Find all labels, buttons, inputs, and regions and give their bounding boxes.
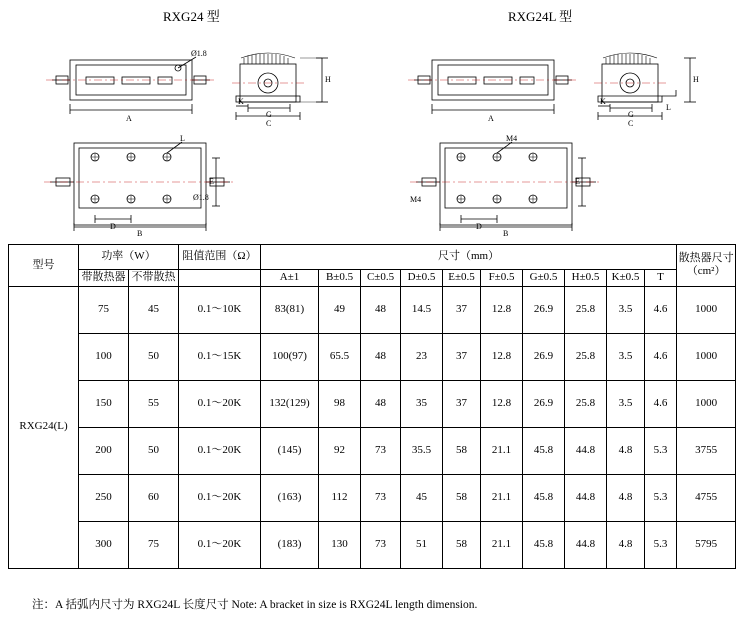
cell-dim-T: 5.3 <box>645 427 677 474</box>
cell-dim-F: 21.1 <box>481 474 523 521</box>
cell-dim-H: 44.8 <box>565 521 607 568</box>
cell-dim-G: 26.9 <box>523 380 565 427</box>
svg-text:L: L <box>180 134 185 143</box>
drawings-svg <box>0 24 743 236</box>
svg-text:A: A <box>488 114 494 123</box>
cell-resistance: 0.1～20K <box>179 380 261 427</box>
table-row <box>9 333 736 380</box>
cell-dim-B: 130 <box>319 521 361 568</box>
table-row <box>9 427 736 474</box>
cell-dim-C: 73 <box>361 474 401 521</box>
table-row <box>9 521 736 568</box>
footnote: 注：A 括弧内尺寸为 RXG24L 长度尺寸 Note: A bracket in size is RXG24L length dimension. <box>32 599 478 611</box>
cell-dim-A: 132(129) <box>261 380 319 427</box>
cell-dim-G: 45.8 <box>523 427 565 474</box>
technical-drawings <box>0 24 743 236</box>
header-row-1 <box>9 245 736 270</box>
cell-dim-K: 3.5 <box>607 380 645 427</box>
cell-heatsink: 1000 <box>677 333 736 380</box>
cell-dim-A: 100(97) <box>261 333 319 380</box>
svg-text:K: K <box>238 97 244 106</box>
header-dim-G: G±0.5 <box>523 270 565 287</box>
cell-power-without: 50 <box>129 333 179 380</box>
header-dim-C: C±0.5 <box>361 270 401 287</box>
table-row <box>9 474 736 521</box>
cell-dim-T: 5.3 <box>645 474 677 521</box>
svg-text:H: H <box>693 75 699 84</box>
svg-text:D: D <box>476 222 482 231</box>
header-dim-A: A±1 <box>261 270 319 287</box>
cell-dim-A: 83(81) <box>261 286 319 333</box>
svg-text:E: E <box>209 177 214 186</box>
cell-dim-H: 44.8 <box>565 474 607 521</box>
cell-dim-A: (163) <box>261 474 319 521</box>
header-resistance-range: 阻值范围（Ω） <box>179 245 261 270</box>
table-header <box>9 245 736 287</box>
cell-dim-T: 5.3 <box>645 521 677 568</box>
svg-text:M4: M4 <box>506 134 518 143</box>
header-dim-B: B±0.5 <box>319 270 361 287</box>
cell-heatsink: 5795 <box>677 521 736 568</box>
cell-dim-K: 4.8 <box>607 427 645 474</box>
svg-text:Ø1.8: Ø1.8 <box>191 49 207 58</box>
cell-dim-B: 65.5 <box>319 333 361 380</box>
header-heatsink-size: 散热器尺寸（cm²） <box>677 245 736 287</box>
cell-resistance: 0.1～15K <box>179 333 261 380</box>
cell-power-with: 150 <box>79 380 129 427</box>
cell-power-with: 100 <box>79 333 129 380</box>
cell-heatsink: 1000 <box>677 380 736 427</box>
svg-text:G: G <box>628 110 634 119</box>
svg-text:G: G <box>266 110 272 119</box>
cell-dim-H: 25.8 <box>565 380 607 427</box>
header-power: 功率（W） <box>79 245 179 270</box>
header-dim-F: F±0.5 <box>481 270 523 287</box>
cell-dim-B: 112 <box>319 474 361 521</box>
cell-dim-D: 14.5 <box>401 286 443 333</box>
cell-resistance: 0.1～20K <box>179 521 261 568</box>
cell-dim-G: 45.8 <box>523 521 565 568</box>
cell-dim-C: 48 <box>361 380 401 427</box>
cell-dim-E: 58 <box>443 427 481 474</box>
svg-text:H: H <box>325 75 331 84</box>
cell-dim-D: 51 <box>401 521 443 568</box>
cell-dim-F: 21.1 <box>481 427 523 474</box>
cell-power-without: 45 <box>129 286 179 333</box>
cell-resistance: 0.1～20K <box>179 474 261 521</box>
cell-power-without: 55 <box>129 380 179 427</box>
svg-text:Ø1.8: Ø1.8 <box>193 193 209 202</box>
cell-dim-D: 45 <box>401 474 443 521</box>
header-model: 型号 <box>9 245 79 287</box>
table-body <box>9 286 736 568</box>
cell-dim-D: 35 <box>401 380 443 427</box>
cell-dim-G: 26.9 <box>523 333 565 380</box>
cell-dim-G: 45.8 <box>523 474 565 521</box>
header-dim-E: E±0.5 <box>443 270 481 287</box>
svg-text:C: C <box>266 119 272 128</box>
cell-power-without: 50 <box>129 427 179 474</box>
header-dim-H: H±0.5 <box>565 270 607 287</box>
cell-dim-D: 35.5 <box>401 427 443 474</box>
cell-dim-A: (183) <box>261 521 319 568</box>
svg-text:C: C <box>628 119 634 128</box>
cell-dim-F: 21.1 <box>481 521 523 568</box>
header-dim-K: K±0.5 <box>607 270 645 287</box>
cell-dim-C: 73 <box>361 521 401 568</box>
svg-text:A: A <box>126 114 132 123</box>
cell-heatsink: 4755 <box>677 474 736 521</box>
cell-dim-E: 37 <box>443 380 481 427</box>
cell-dim-D: 23 <box>401 333 443 380</box>
cell-power-without: 60 <box>129 474 179 521</box>
cell-dim-F: 12.8 <box>481 286 523 333</box>
table-row <box>9 380 736 427</box>
cell-dim-C: 48 <box>361 286 401 333</box>
cell-dim-K: 4.8 <box>607 521 645 568</box>
cell-dim-T: 4.6 <box>645 333 677 380</box>
svg-text:B: B <box>503 229 509 236</box>
cell-power-without: 75 <box>129 521 179 568</box>
cell-power-with: 200 <box>79 427 129 474</box>
cell-power-with: 300 <box>79 521 129 568</box>
header-dim-T: T <box>645 270 677 287</box>
specification-table <box>8 244 736 569</box>
cell-dim-K: 3.5 <box>607 333 645 380</box>
cell-heatsink: 1000 <box>677 286 736 333</box>
drawing-title-right: RXG24L 型 <box>508 9 573 24</box>
svg-text:E: E <box>575 177 580 186</box>
cell-dim-F: 12.8 <box>481 380 523 427</box>
drawing-title-left: RXG24 型 <box>163 9 220 24</box>
cell-dim-K: 4.8 <box>607 474 645 521</box>
cell-resistance: 0.1～10K <box>179 286 261 333</box>
cell-dim-F: 12.8 <box>481 333 523 380</box>
cell-dim-E: 37 <box>443 286 481 333</box>
cell-dim-E: 58 <box>443 521 481 568</box>
cell-dim-B: 98 <box>319 380 361 427</box>
cell-dim-E: 58 <box>443 474 481 521</box>
cell-dim-H: 44.8 <box>565 427 607 474</box>
cell-dim-H: 25.8 <box>565 286 607 333</box>
specification-table-wrapper <box>8 244 735 569</box>
svg-text:D: D <box>110 222 116 231</box>
svg-text:M4: M4 <box>410 195 422 204</box>
cell-dim-T: 4.6 <box>645 380 677 427</box>
cell-dim-B: 49 <box>319 286 361 333</box>
svg-text:B: B <box>137 229 143 236</box>
cell-dim-C: 73 <box>361 427 401 474</box>
cell-dim-H: 25.8 <box>565 333 607 380</box>
header-power-with-heatsink: 带散热器 <box>79 270 129 287</box>
cell-dim-E: 37 <box>443 333 481 380</box>
cell-dim-T: 4.6 <box>645 286 677 333</box>
svg-text:L: L <box>666 103 671 112</box>
cell-dim-K: 3.5 <box>607 286 645 333</box>
table-row <box>9 286 736 333</box>
header-dim-D: D±0.5 <box>401 270 443 287</box>
header-power-without-heatsink: 不带散热 <box>129 270 179 287</box>
cell-dim-C: 48 <box>361 333 401 380</box>
cell-power-with: 75 <box>79 286 129 333</box>
cell-power-with: 250 <box>79 474 129 521</box>
cell-model-name: RXG24(L) <box>9 286 79 568</box>
cell-heatsink: 3755 <box>677 427 736 474</box>
cell-dim-G: 26.9 <box>523 286 565 333</box>
svg-text:K: K <box>600 97 606 106</box>
header-dimensions: 尺寸（mm） <box>261 245 677 270</box>
cell-dim-B: 92 <box>319 427 361 474</box>
cell-resistance: 0.1～20K <box>179 427 261 474</box>
cell-dim-A: (145) <box>261 427 319 474</box>
